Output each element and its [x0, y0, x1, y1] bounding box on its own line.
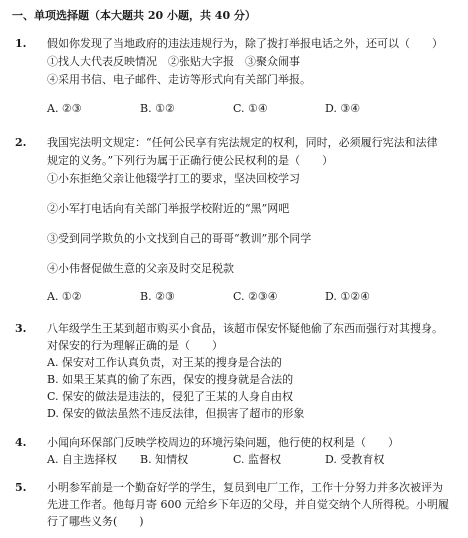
- option-text: A. 保安对工作认真负责，对王某的搜身是合法的: [47, 356, 282, 369]
- choice-b: B. 知情权: [140, 453, 189, 466]
- question-number: 3.: [15, 322, 27, 335]
- choice-b: B. ①②: [140, 102, 175, 115]
- option-text: ④采用书信、电子邮件、走访等形式向有关部门举报。: [47, 73, 311, 86]
- choice-c: C. ①④: [233, 102, 268, 115]
- option-text: B. 如果王某真的偷了东西，保安的搜身就是合法的: [47, 373, 294, 386]
- option-text: ①找人大代表反映情况 ②张贴大字报 ③聚众闹事: [47, 55, 300, 68]
- choice-d: D. ③④: [325, 102, 361, 115]
- question-stem: 行了哪些义务( ): [47, 515, 144, 528]
- choice-c: C. ②③④: [233, 290, 278, 303]
- choice-d: D. 受教育权: [325, 453, 385, 466]
- question-number: 1.: [15, 37, 27, 50]
- option-text: ①小东拒绝父亲让他辍学打工的要求，坚决回校学习: [47, 172, 300, 185]
- question-number: 4.: [15, 436, 27, 449]
- option-text: ②小军打电话向有关部门举报学校附近的“黑”网吧: [47, 202, 290, 215]
- question-stem: 小明参军前是一个勤奋好学的学生，复员到电厂工作，工作十分努力并多次被评为: [47, 481, 443, 494]
- question-stem: 假如你发现了当地政府的违法违规行为，除了拨打举报电话之外，还可以（ ）: [47, 37, 443, 50]
- question-number: 2.: [15, 136, 27, 149]
- choice-b: B. ②③: [140, 290, 175, 303]
- choice-a: A. ②③: [47, 102, 82, 115]
- option-text: C. 保安的做法是违法的，侵犯了王某的人身自由权: [47, 390, 294, 403]
- choice-a: A. 自主选择权: [47, 453, 117, 466]
- option-text: ③受到同学欺负的小文找到自己的哥哥“教训”那个同学: [47, 232, 312, 245]
- question-stem: 对保安的行为理解正确的是（ ）: [47, 339, 223, 352]
- question-number: 5.: [15, 481, 27, 494]
- question-stem: 小闻向环保部门反映学校周边的环境污染问题，他行使的权利是（ ）: [47, 436, 399, 449]
- question-stem: 八年级学生王某到超市购买小食品，该超市保安怀疑他偷了东西而强行对其搜身。: [47, 322, 443, 335]
- option-text: ④小伟督促做生意的父亲及时交足税款: [47, 262, 234, 275]
- question-stem: 规定的义务。”下列行为属于正确行使公民权利的是（ ）: [47, 154, 334, 167]
- question-stem: 我国宪法明文规定：“任何公民享有宪法规定的权利，同时，必须履行宪法和法律: [47, 136, 438, 149]
- question-stem: 先进工作者。他每月寄 600 元给乡下年迈的父母，并自觉交纳个人所得税。小明履: [47, 498, 449, 511]
- choice-c: C. 监督权: [233, 453, 282, 466]
- choice-d: D. ①②④: [325, 290, 371, 303]
- option-text: D. 保安的做法虽然不违反法律，但损害了超市的形象: [47, 407, 305, 420]
- choice-a: A. ①②: [47, 290, 82, 303]
- section-title: 一、单项选择题（本大题共 20 小题，共 40 分）: [12, 9, 256, 22]
